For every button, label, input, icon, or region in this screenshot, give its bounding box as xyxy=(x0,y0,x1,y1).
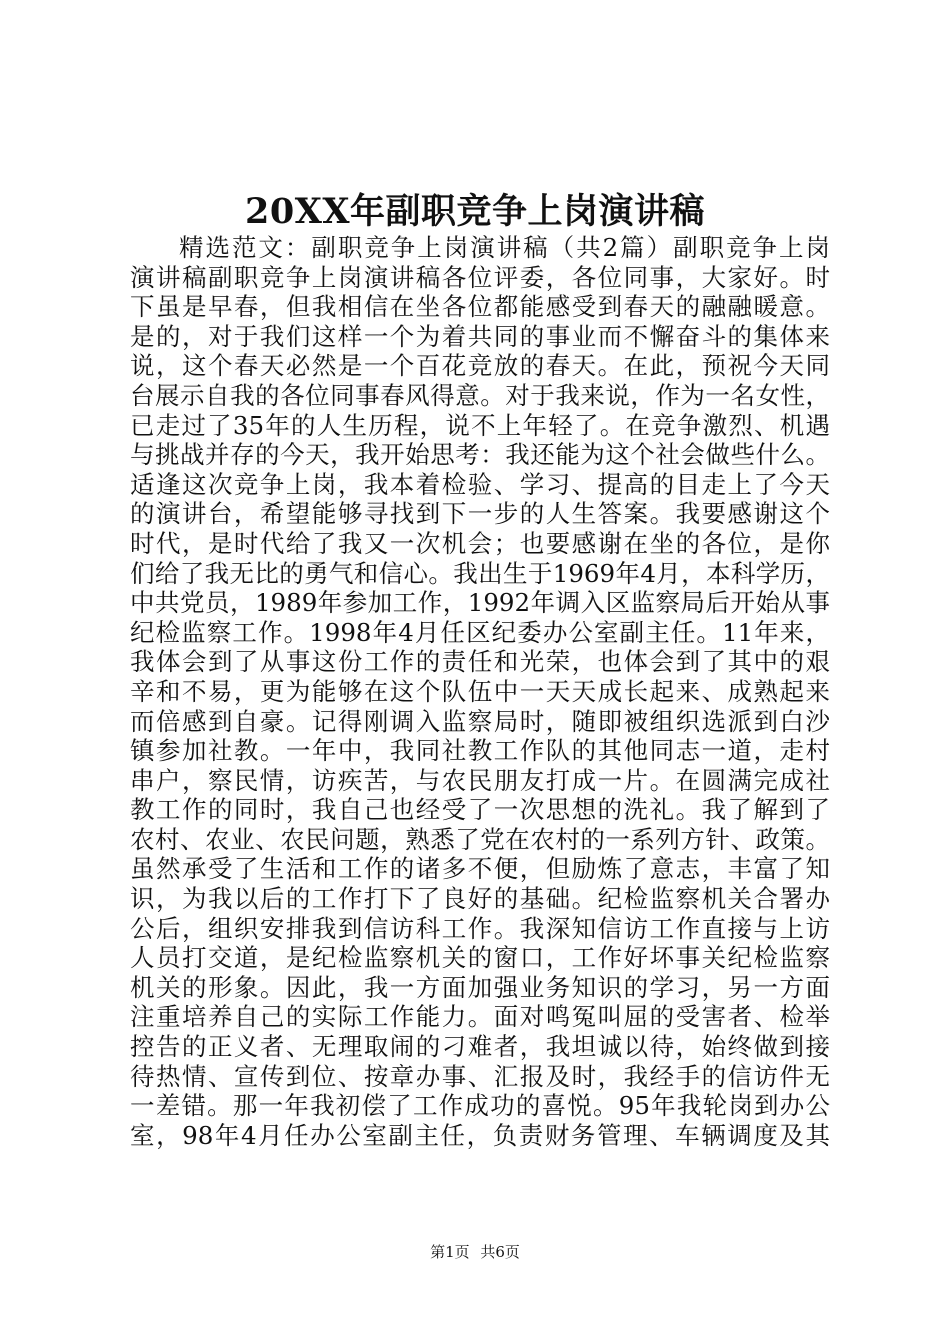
body-line: 待热情、宣传到位、按章办事、汇报及时，我经手的信访件无 xyxy=(130,1061,830,1091)
body-line: 们给了我无比的勇气和信心。我出生于1969年4月，本科学历， xyxy=(130,558,830,588)
body-line: 镇参加社教。一年中，我同社教工作队的其他同志一道，走村 xyxy=(130,736,830,766)
body-line: 演讲稿副职竞争上岗演讲稿各位评委，各位同事，大家好。时 xyxy=(130,262,830,292)
body-line: 而倍感到自豪。记得刚调入监察局时，随即被组织选派到白沙 xyxy=(130,706,830,736)
body-line: 说，这个春天必然是一个百花竞放的春天。在此，预祝今天同 xyxy=(130,351,830,381)
body-line: 注重培养自己的实际工作能力。面对鸣冤叫屈的受害者、检举 xyxy=(130,1002,830,1032)
page-number-total: 共6页 xyxy=(480,1243,520,1261)
body-line: 室，98年4月任办公室副主任，负责财务管理、车辆调度及其 xyxy=(130,1120,830,1150)
body-line: 台展示自我的各位同事春风得意。对于我来说，作为一名女性， xyxy=(130,380,830,410)
body-line: 适逢这次竞争上岗，我本着检验、学习、提高的目走上了今天 xyxy=(130,469,830,499)
body-line: 虽然承受了生活和工作的诸多不便，但励炼了意志，丰富了知 xyxy=(130,854,830,884)
body-line: 农村、农业、农民问题，熟悉了党在农村的一系列方针、政策。 xyxy=(130,824,830,854)
body-line: 精选范文：副职竞争上岗演讲稿（共2篇）副职竞争上岗 xyxy=(179,233,830,262)
page-number-current: 第1页 xyxy=(430,1243,470,1261)
body-line: 下虽是早春，但我相信在坐各位都能感受到春天的融融暖意。 xyxy=(130,292,830,322)
body-line: 中共党员，1989年参加工作，1992年调入区监察局后开始从事 xyxy=(130,588,830,618)
body-line: 控告的正义者、无理取闹的刁难者，我坦诚以待，始终做到接 xyxy=(130,1032,830,1062)
body-line: 已走过了35年的人生历程，说不上年轻了。在竞争激烈、机遇 xyxy=(130,410,830,440)
body-line: 识，为我以后的工作打下了良好的基础。纪检监察机关合署办 xyxy=(130,884,830,914)
body-line: 人员打交道，是纪检监察机关的窗口，工作好坏事关纪检监察 xyxy=(130,943,830,973)
body-line: 与挑战并存的今天，我开始思考：我还能为这个社会做些什么。 xyxy=(130,440,830,470)
body-line: 串户，察民情，访疾苦，与农民朋友打成一片。在圆满完成社 xyxy=(130,765,830,795)
body-line: 公后，组织安排我到信访科工作。我深知信访工作直接与上访 xyxy=(130,913,830,943)
page-footer xyxy=(0,1242,950,1262)
body-line: 纪检监察工作。1998年4月任区纪委办公室副主任。11年来， xyxy=(130,617,830,647)
body-line: 机关的形象。因此，我一方面加强业务知识的学习，另一方面 xyxy=(130,972,830,1002)
document-title: 20XX年副职竞争上岗演讲稿 xyxy=(244,191,706,232)
body-line: 时代，是时代给了我又一次机会；也要感谢在坐的各位，是你 xyxy=(130,528,830,558)
body-line: 一差错。那一年我初偿了工作成功的喜悦。95年我轮岗到办公 xyxy=(130,1091,830,1121)
body-line: 辛和不易，更为能够在这个队伍中一天天成长起来、成熟起来 xyxy=(130,676,830,706)
body-line: 教工作的同时，我自己也经受了一次思想的洗礼。我了解到了 xyxy=(130,795,830,825)
document-body xyxy=(130,233,830,1150)
body-line: 是的，对于我们这样一个为着共同的事业而不懈奋斗的集体来 xyxy=(130,321,830,351)
body-line: 的演讲台，希望能够寻找到下一步的人生答案。我要感谢这个 xyxy=(130,499,830,529)
body-line: 我体会到了从事这份工作的责任和光荣，也体会到了其中的艰 xyxy=(130,647,830,677)
